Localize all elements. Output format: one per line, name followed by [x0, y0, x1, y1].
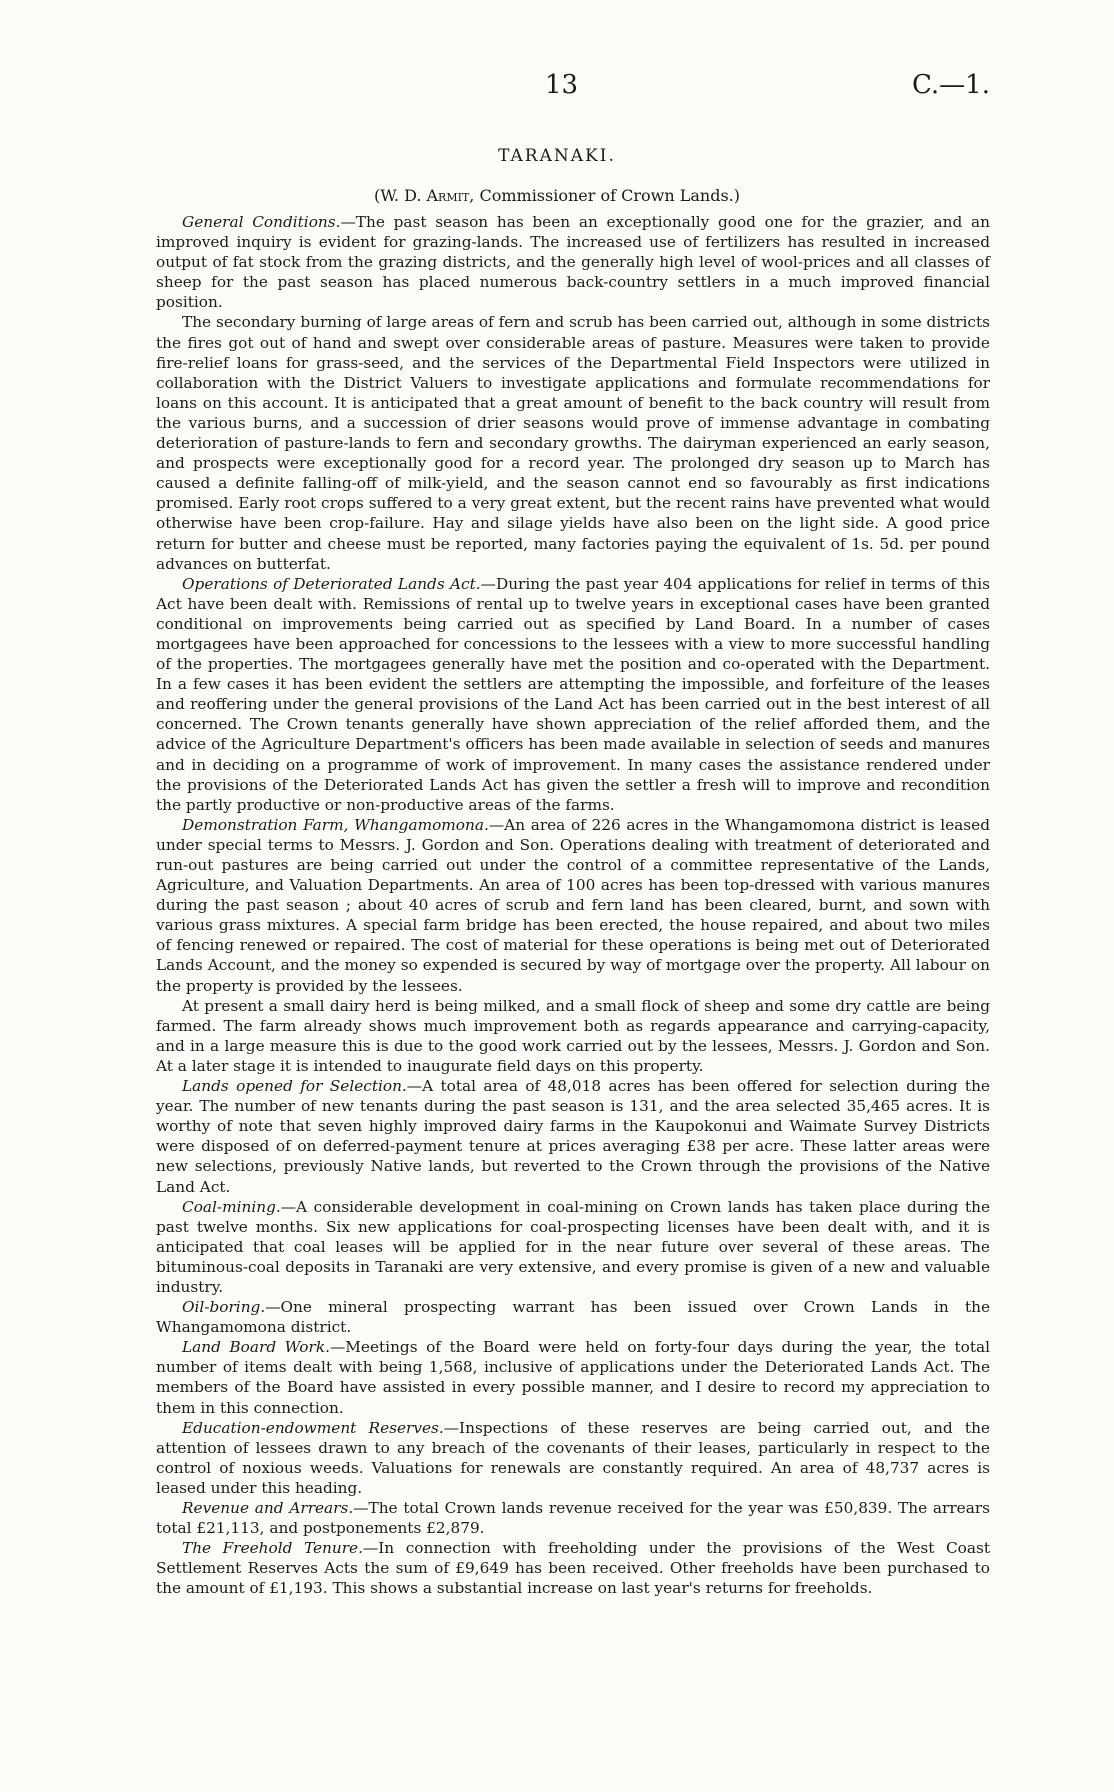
paragraph-lead: Oil-boring.: [182, 1298, 266, 1317]
byline-open: (W. D.: [374, 186, 427, 205]
paragraph-text: —A considerable development in coal-mining on Crown lands has taken place during the past twelve months. Six new applications for coal-prospecting licenses have been dealt with, and it is anticipated that coal leases will be applied for in the near future over several of these areas. The bituminous-coal deposits in Taranaki are very extensive, and every promise is given of a new and valuable industry.: [156, 1197, 990, 1296]
paragraph-lead: Education-endowment Reserves.: [182, 1418, 444, 1437]
byline: [0, 186, 1114, 205]
running-head: [0, 70, 1114, 110]
paragraph-text: —During the past year 404 applications for relief in terms of this Act have been dealt with. Remissions of rental up to twelve years in exceptional cases have been granted conditional on improvements being carried out as specified by Land Board. In a number of cases mortgagees have been approached for concessions to the lessees with a view to more successful handling of the properties. The mortgagees generally have met the position and co-operated with the Department. In a few cases it has been evident the settlers are attempting the impossible, and forfeiture of the leases and reoffering under the general provisions of the Land Act has been carried out in the best interest of all concerned. The Crown tenants generally have shown appreciation of the relief afforded them, and the advice of the Agriculture Department's officers has been made available in selection of seeds and manures and in deciding on a programme of work of improvement. In many cases the assistance rendered under the provisions of the Deteriorated Lands Act has given the settler a fresh will to improve and recondition the partly productive or non-productive areas of the farms.: [156, 574, 990, 814]
paragraph-text: —The past season has been an exceptionally good one for the grazier, and an improved inquiry is evident for grazing-lands. The increased use of fertilizers has resulted in increased output of fat stock from the grazing districts, and the generally high level of wool-prices and all classes of sheep for the past season has placed numerous back-country settlers in a much improved financial position.: [156, 213, 990, 312]
paragraph-lead: Land Board Work.: [182, 1338, 330, 1357]
paragraph-text: —A total area of 48,018 acres has been offered for selection during the year. The number of new tenants during the past season is 131, and the area selected 35,465 acres. It is worthy of note that seven highly improved dairy farms in the Kaupokonui and Waimate Survey Districts were disposed of on deferred-payment tenure at prices averaging £38 per acre. These latter areas were new selections, previously Native lands, but reverted to the Crown through the provisions of the Native Land Act.: [156, 1077, 990, 1196]
page-number: 13: [545, 70, 579, 100]
paragraph-text: —The total Crown lands revenue received for the year was £50,839. The arrears total £21,113, and postponements £2,879.: [156, 1499, 990, 1538]
paragraph-lead: Coal-mining.: [182, 1197, 281, 1216]
paragraph-text: At present a small dairy herd is being milked, and a small flock of sheep and some dry cattle are being farmed. The farm already shows much improvement both as regards appearance and carrying-capacity, and in a large measure this is due to the good work carried out by the lessees, Messrs. J. Gordon and Son. At a later stage it is intended to inaugurate field days on this property.: [156, 996, 990, 1075]
paragraph-education-reserves: [156, 1418, 990, 1498]
paragraph-lead: The Freehold Tenure.: [182, 1539, 363, 1558]
paragraph-oil-boring: [156, 1297, 990, 1337]
paragraph-dairy-herd: [156, 996, 990, 1076]
document-reference: C.—1.: [911, 70, 990, 100]
paragraph-text: —Meetings of the Board were held on forty-four days during the year, the total number of items dealt with being 1,568, inclusive of applications under the Deteriorated Lands Act. The members of the Board have assisted in every possible manner, and I desire to record my appreciation to them in this connection.: [156, 1338, 990, 1417]
paragraph-text: —One mineral prospecting warrant has been issued over Crown Lands in the Whangamomona district.: [156, 1298, 990, 1337]
paragraph-lead: Demonstration Farm, Whangamomona.: [182, 815, 489, 834]
paragraph-lead: Lands opened for Selection.: [182, 1077, 407, 1096]
body-text: [156, 212, 990, 1598]
byline-close: , Commissioner of Crown Lands.): [469, 186, 740, 205]
paragraph-lead: General Conditions.: [182, 213, 341, 231]
paragraph-lead: Operations of Deteriorated Lands Act.: [182, 574, 481, 593]
paragraph-burning: [156, 312, 990, 573]
paragraph-demonstration-farm: [156, 815, 990, 996]
paragraph-text: —Inspections of these reserves are being carried out, and the attention of lessees drawn to any breach of the covenants of their leases, particularly in respect to the control of noxious weeds. Valuations for renewals are constantly required. An area of 48,737 acres is leased under this heading.: [156, 1418, 990, 1497]
paragraph-text: —An area of 226 acres in the Whangamomona district is leased under special terms to Messrs. J. Gordon and Son. Operations dealing with treatment of deteriorated and run-out pastures are being carried out under the control of a committee representative of the Lands, Agriculture, and Valuation Departments. An area of 100 acres has been top-dressed with various manures during the past season ; about 40 acres of scrub and fern land has been cleared, burnt, and sown with various grass mixtures. A special farm bridge has been erected, the house repaired, and about two miles of fencing renewed or repaired. The cost of material for these operations is being met out of Deteriorated Lands Account, and the money so expended is secured by way of mortgage over the property. All labour on the property is provided by the lessees.: [156, 815, 990, 995]
paragraph-coal-mining: [156, 1197, 990, 1297]
paragraph-revenue-arrears: [156, 1498, 990, 1538]
paragraph-freehold-tenure: [156, 1538, 990, 1598]
paragraph-general-conditions: [156, 212, 990, 312]
paragraph-text: The secondary burning of large areas of fern and scrub has been carried out, although in some districts the fires got out of hand and swept over considerable areas of pasture. Measures were taken to provide fire-relief loans for grass-seed, and the services of the Departmental Field Inspectors were utilized in collaboration with the District Valuers to investigate applications and formulate recommendations for loans on this account. It is anticipated that a great amount of benefit to the back country will result from the various burns, and a succession of drier seasons would prove of immense advantage in combating deterioration of pasture-lands to fern and secondary growths. The dairyman experienced an early season, and prospects were exceptionally good for a record year. The prolonged dry season up to March has caused a definite falling-off of milk-yield, and the season cannot end so favourably as first indications promised. Early root crops suffered to a very great extent, but the recent rains have prevented what would otherwise have been crop-failure. Hay and silage yields have also been on the light side. A good price return for butter and cheese must be reported, many factories paying the equivalent of 1s. 5d. per pound advances on butterfat.: [156, 313, 990, 573]
byline-name: Armit: [426, 186, 470, 205]
paragraph-text: —In connection with freeholding under the provisions of the West Coast Settlement Reserves Acts the sum of £9,649 has been received. Other freeholds have been purchased to the amount of £1,193. This shows a substantial increase on last year's returns for freeholds.: [156, 1539, 990, 1598]
paragraph-lead: Revenue and Arrears.: [182, 1499, 354, 1517]
paragraph-land-board-work: [156, 1337, 990, 1417]
paragraph-lands-opened: [156, 1076, 990, 1197]
section-title: TARANAKI.: [498, 146, 616, 166]
paragraph-deteriorated-lands: [156, 574, 990, 815]
